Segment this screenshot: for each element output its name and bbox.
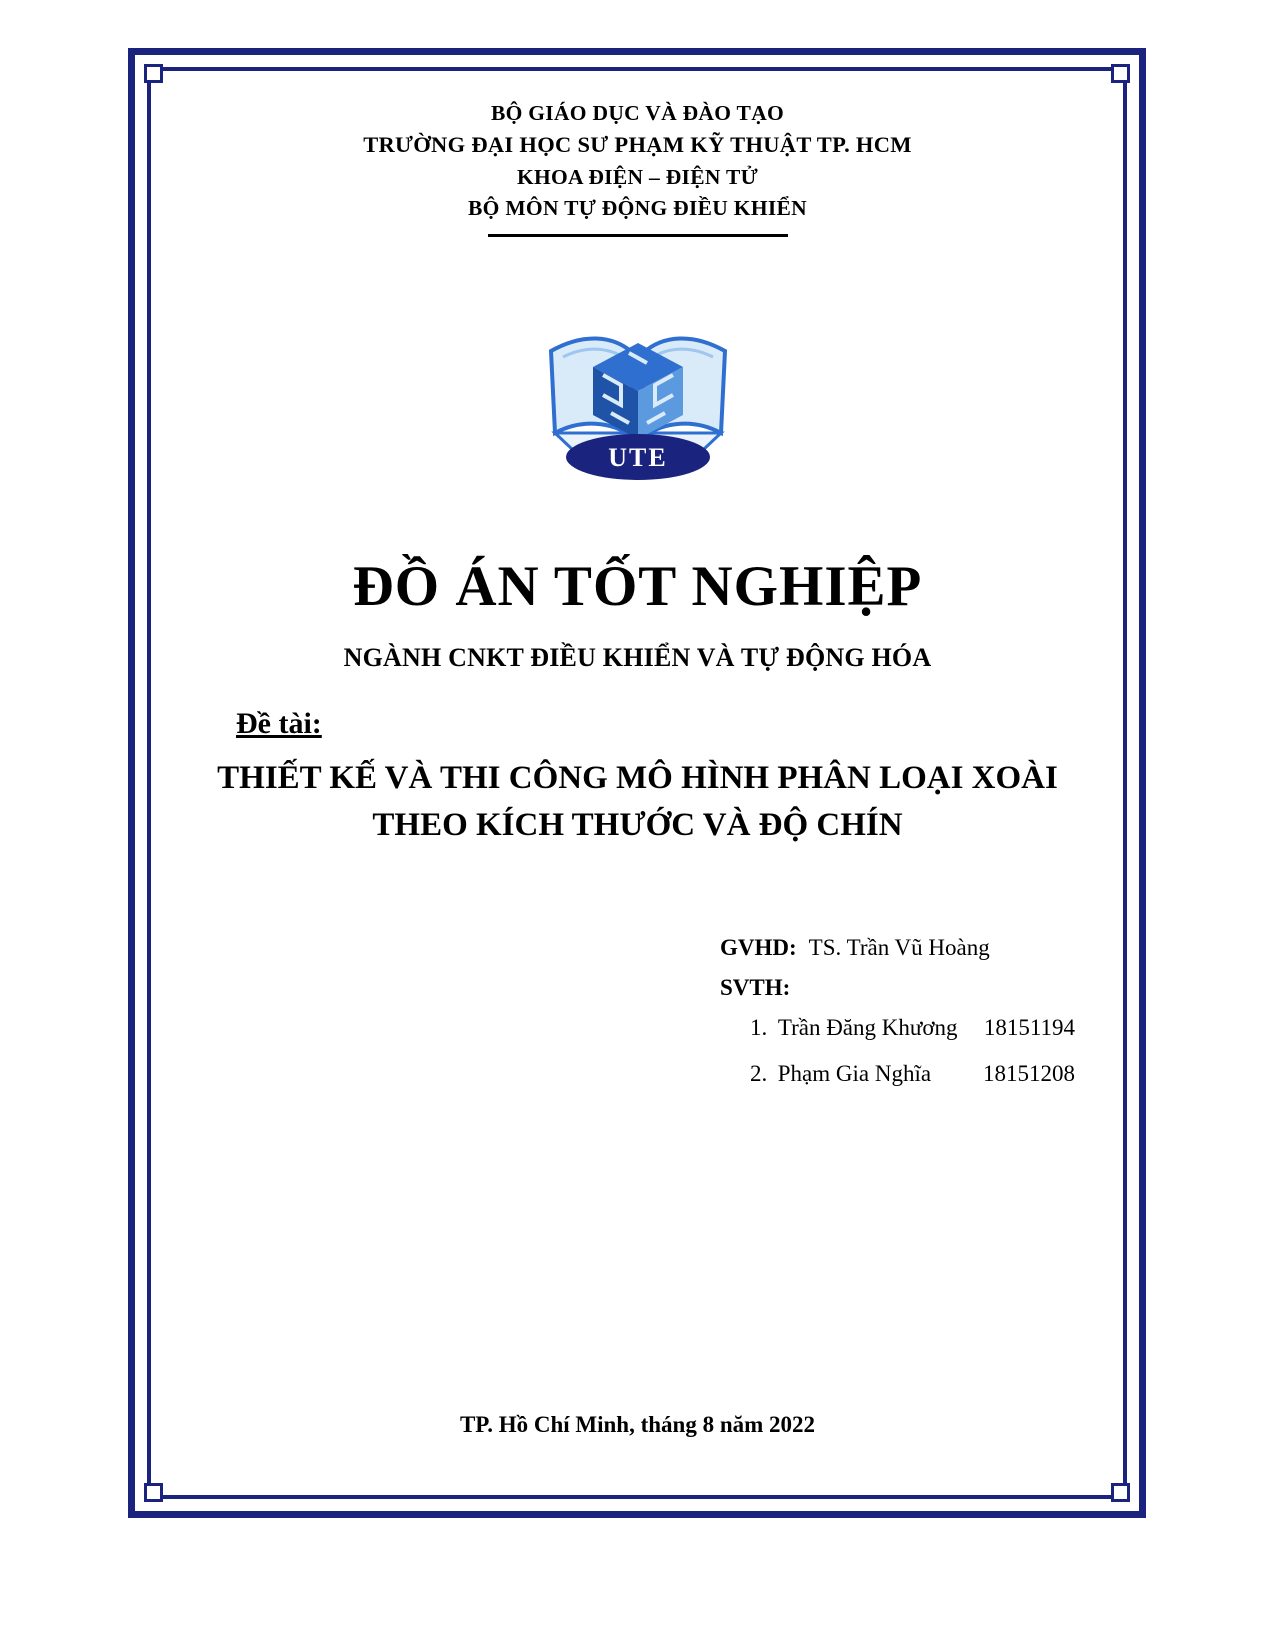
advisor-row <box>720 935 1075 961</box>
students-list <box>750 1015 1075 1087</box>
institution-header <box>200 98 1075 237</box>
department-name: BỘ MÔN TỰ ĐỘNG ĐIỀU KHIỂN <box>468 195 807 220</box>
student-name: Trần Đăng Khương <box>777 1014 958 1040</box>
ute-logo <box>533 309 743 499</box>
topic-label <box>236 707 1075 741</box>
student-index: 2. <box>750 1060 768 1086</box>
people-block <box>720 935 1075 1087</box>
students-label: SVTH: <box>720 974 791 1000</box>
university-name: TRƯỜNG ĐẠI HỌC SƯ PHẠM KỸ THUẬT TP. HCM <box>363 132 912 158</box>
list-item <box>750 1015 1075 1041</box>
ute-logo-icon <box>533 309 743 499</box>
thesis-topic-title: THIẾT KẾ VÀ THI CÔNG MÔ HÌNH PHÂN LOẠI XOÀI THEO KÍCH THƯỚC VÀ ĐỘ CHÍN <box>217 759 1058 843</box>
topic-label-text: Đề tài: <box>236 706 322 740</box>
student-id: 18151194 <box>983 1014 1075 1040</box>
document-major: NGÀNH CNKT ĐIỀU KHIỂN VÀ TỰ ĐỘNG HÓA <box>343 642 932 672</box>
faculty-name: KHOA ĐIỆN – ĐIỆN TỬ <box>516 164 759 189</box>
advisor-label: GVHD: <box>720 934 797 960</box>
document-main-title: ĐỒ ÁN TỐT NGHIỆP <box>352 555 923 619</box>
students-label-row <box>720 975 1075 1001</box>
cover-page <box>160 80 1115 1486</box>
place-and-date: TP. Hồ Chí Minh, tháng 8 năm 2022 <box>459 1412 816 1437</box>
header-divider <box>488 234 788 237</box>
svg-text:UTE: UTE <box>607 443 668 473</box>
ministry-name: BỘ GIÁO DỤC VÀ ĐÀO TẠO <box>490 101 785 125</box>
student-id: 18151208 <box>983 1060 1075 1086</box>
student-name: Phạm Gia Nghĩa <box>777 1060 932 1086</box>
logo-container <box>200 309 1075 499</box>
list-item <box>750 1061 1075 1087</box>
advisor-name: TS. Trần Vũ Hoàng <box>808 934 990 960</box>
student-index: 1. <box>750 1014 768 1040</box>
